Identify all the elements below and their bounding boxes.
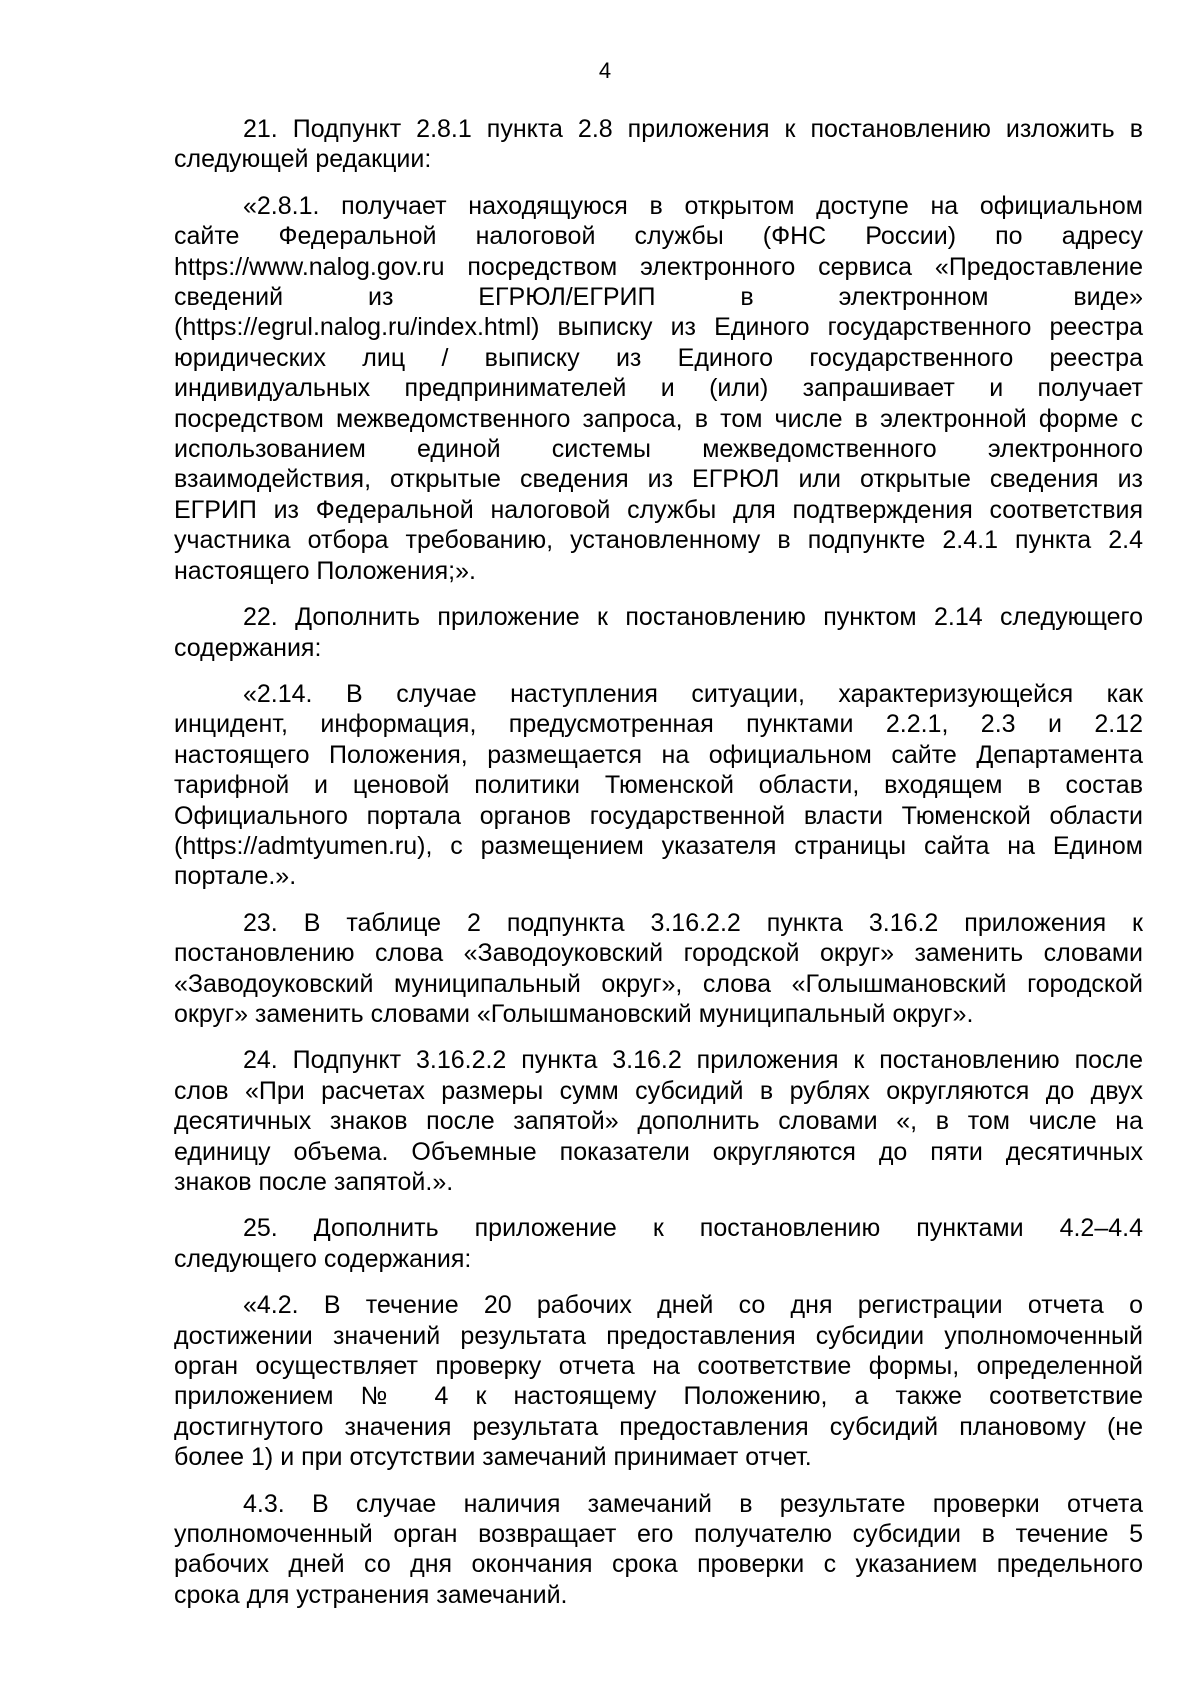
paragraph-line: орган осуществляет проверку отчета на соответствие формы, определенной: [174, 1352, 1143, 1381]
paragraph-line: взаимодействия, открытые сведения из ЕГРЮЛ или открытые сведения из: [174, 465, 1143, 494]
paragraph-line: 21. Подпункт 2.8.1 пункта 2.8 приложения к постановлению изложить в: [243, 115, 1143, 143]
paragraph-line: слов «При расчетах размеры сумм субсидий в рублях округляются до двух: [174, 1076, 1143, 1105]
paragraph-line: https://www.nalog.gov.ru посредством электронного сервиса «Предоставление: [174, 252, 1143, 281]
paragraph-line: 23. В таблице 2 подпункта 3.16.2.2 пункта 3.16.2 приложения к: [243, 908, 1143, 937]
paragraph-line: тарифной и ценовой политики Тюменской области, входящем в состав: [174, 771, 1143, 800]
paragraph-line: посредством межведомственного запроса, в том числе в электронной форме с: [174, 404, 1143, 433]
paragraph-line: десятичных знаков после запятой» дополнить словами «, в том числе на: [174, 1107, 1143, 1136]
paragraph-line: участника отбора требованию, установленному в подпункте 2.4.1 пункта 2.4: [174, 526, 1143, 555]
paragraph-line: «2.14. В случае наступления ситуации, характеризующейся как: [243, 679, 1143, 708]
paragraph-line: настоящего Положения, размещается на официальном сайте Департамента: [174, 740, 1143, 769]
paragraph-line: 25. Дополнить приложение к постановлению пунктами 4.2–4.4: [243, 1214, 1143, 1243]
paragraph-line: следующей редакции:: [174, 145, 432, 174]
paragraph-line: юридических лиц / выписку из Единого государственного реестра: [174, 343, 1143, 372]
paragraph: [174, 679, 1143, 892]
document-body: [174, 114, 1143, 1626]
paragraph-line: содержания:: [174, 633, 322, 662]
paragraph-line: портале.».: [174, 862, 297, 891]
paragraph-line: «4.2. В течение 20 рабочих дней со дня регистрации отчета о: [243, 1291, 1143, 1320]
paragraph-line: (https://egrul.nalog.ru/index.html) выписку из Единого государственного реестра: [174, 313, 1143, 342]
paragraph-line: (https://admtyumen.ru), с размещением указателя страницы сайта на Едином: [174, 831, 1143, 860]
paragraph-line: более 1) и при отсутствии замечаний принимает отчет.: [174, 1443, 812, 1472]
paragraph-line: приложением № 4 к настоящему Положению, а также соответствие: [174, 1382, 1143, 1411]
paragraph: [174, 1290, 1143, 1472]
paragraph-line: знаков после запятой.».: [174, 1168, 454, 1196]
paragraph-line: 4.3. В случае наличия замечаний в результате проверки отчета: [243, 1489, 1143, 1518]
paragraph: [174, 602, 1143, 663]
paragraph-line: сайте Федеральной налоговой службы (ФНС России) по адресу: [174, 222, 1143, 251]
paragraph: [174, 114, 1143, 175]
paragraph-line: уполномоченный орган возвращает его получателю субсидии в течение 5: [174, 1520, 1143, 1549]
paragraph-line: рабочих дней со дня окончания срока проверки с указанием предельного: [174, 1550, 1143, 1579]
paragraph: [174, 1045, 1143, 1197]
paragraph: [174, 1489, 1143, 1611]
paragraph-line: инцидент, информация, предусмотренная пунктами 2.2.1, 2.3 и 2.12: [174, 710, 1143, 739]
paragraph: [174, 908, 1143, 1030]
paragraph-line: достигнутого значения результата предоставления субсидий плановому (не: [174, 1412, 1143, 1441]
paragraph-line: округ» заменить словами «Голышмановский муниципальный округ».: [174, 999, 974, 1028]
paragraph-line: «2.8.1. получает находящуюся в открытом доступе на официальном: [243, 191, 1143, 220]
paragraph-line: единицу объема. Объемные показатели округляются до пяти десятичных: [174, 1137, 1143, 1166]
paragraph-line: Официального портала органов государственной власти Тюменской области: [174, 801, 1143, 830]
paragraph-line: 24. Подпункт 3.16.2.2 пункта 3.16.2 приложения к постановлению после: [243, 1046, 1143, 1075]
paragraph-line: индивидуальных предпринимателей и (или) запрашивает и получает: [174, 374, 1143, 403]
paragraph-line: 22. Дополнить приложение к постановлению пунктом 2.14 следующего: [243, 603, 1143, 632]
paragraph-line: «Заводоуковский муниципальный округ», слова «Голышмановский городской: [174, 969, 1143, 998]
paragraph-line: достижении значений результата предоставления субсидии уполномоченный: [174, 1321, 1143, 1350]
paragraph-line: постановлению слова «Заводоуковский городской округ» заменить словами: [174, 939, 1143, 968]
paragraph-line: ЕГРИП из Федеральной налоговой службы для подтверждения соответствия: [174, 495, 1143, 524]
paragraph-line: следующего содержания:: [174, 1244, 472, 1273]
paragraph: [174, 1213, 1143, 1274]
paragraph-line: использованием единой системы межведомственного электронного: [174, 435, 1143, 464]
paragraph-line: срока для устранения замечаний.: [174, 1580, 568, 1609]
paragraph-line: сведений из ЕГРЮЛ/ЕГРИП в электронном виде»: [174, 283, 1143, 312]
paragraph-line: настоящего Положения;».: [174, 556, 476, 585]
paragraph: [174, 191, 1143, 586]
page-number: 4: [598, 58, 612, 83]
